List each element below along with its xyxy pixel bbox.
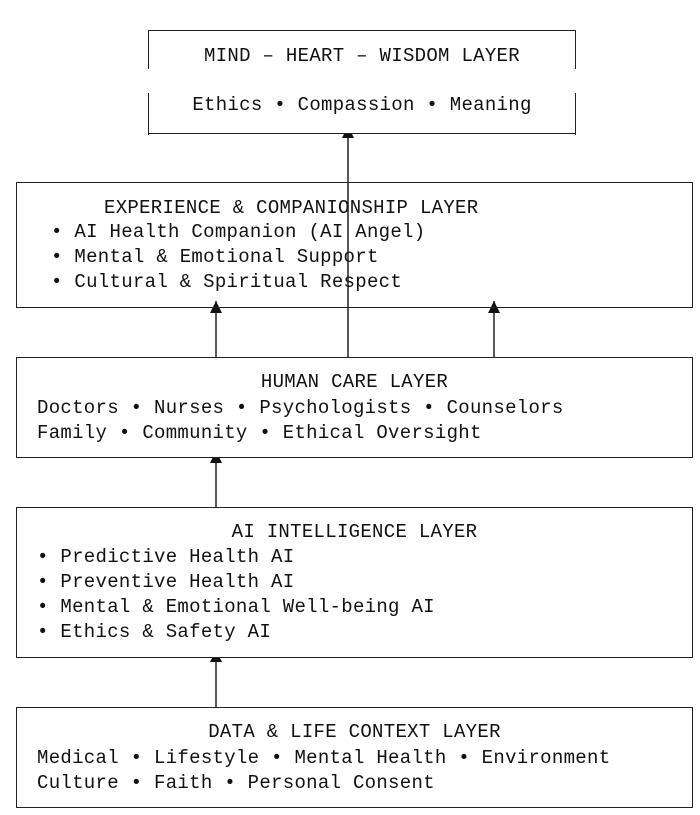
experience-layer-title: EXPERIENCE & COMPANIONSHIP LAYER: [104, 197, 479, 219]
human-care-layer-box: [16, 357, 693, 458]
ai-intelligence-item: • Preventive Health AI: [37, 571, 295, 593]
experience-item: • AI Health Companion (AI Angel): [51, 221, 426, 243]
ai-intelligence-layer-box: [16, 507, 693, 658]
data-context-line: Culture • Faith • Personal Consent: [37, 772, 435, 794]
human-care-line: Doctors • Nurses • Psychologists • Counselors: [37, 397, 564, 419]
data-life-context-layer-box: [16, 707, 693, 808]
ai-intelligence-item: • Ethics & Safety AI: [37, 621, 272, 643]
experience-item: • Cultural & Spiritual Respect: [51, 271, 403, 293]
experience-item: • Mental & Emotional Support: [51, 246, 379, 268]
data-context-line: Medical • Lifestyle • Mental Health • Environment: [37, 747, 611, 769]
human-care-line: Family • Community • Ethical Oversight: [37, 422, 482, 444]
experience-companionship-layer-box: [16, 182, 693, 308]
ai-intelligence-layer-title: AI INTELLIGENCE LAYER: [231, 521, 478, 543]
mind-layer-subtitle: Ethics • Compassion • Meaning: [192, 94, 532, 116]
data-context-layer-title: DATA & LIFE CONTEXT LAYER: [208, 721, 501, 743]
mind-heart-wisdom-layer-box: [148, 30, 576, 134]
ai-intelligence-item: • Mental & Emotional Well-being AI: [37, 596, 435, 618]
human-care-layer-title: HUMAN CARE LAYER: [260, 371, 449, 393]
ai-intelligence-item: • Predictive Health AI: [37, 546, 295, 568]
mind-layer-title: MIND – HEART – WISDOM LAYER: [204, 45, 520, 67]
